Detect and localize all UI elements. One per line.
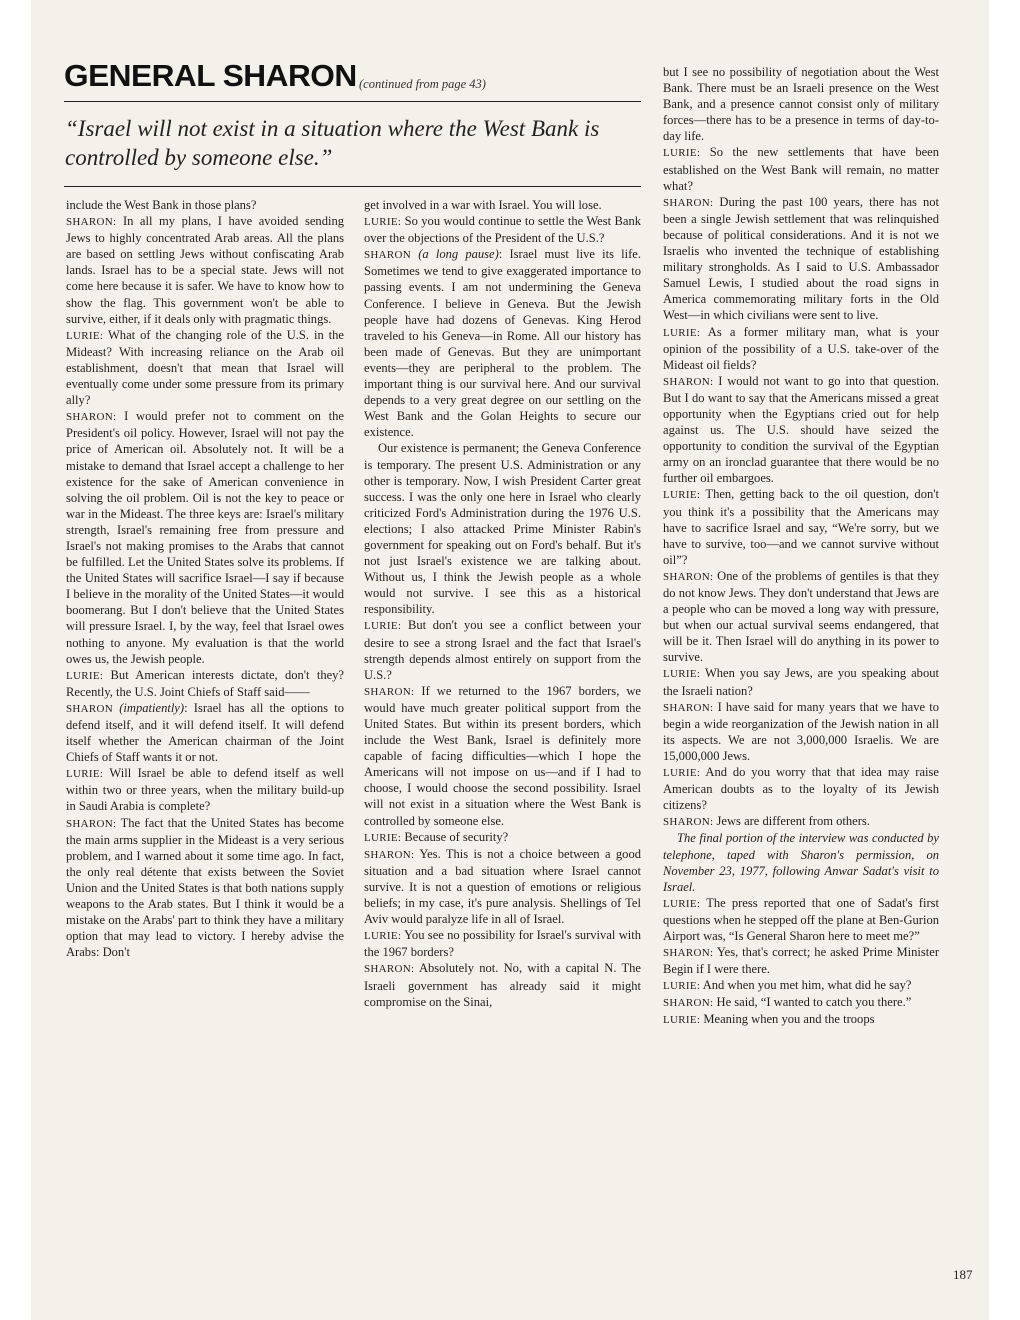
speaker-label: LURIE: — [663, 668, 701, 681]
speaker-label: SHARON: — [663, 196, 714, 209]
paragraph — [663, 830, 939, 894]
speaker-label: SHARON: — [364, 963, 415, 976]
paragraph — [663, 665, 939, 698]
paragraph — [66, 327, 344, 408]
speaker-label: LURIE: — [663, 1014, 701, 1027]
paragraph-text: In all my plans, I have avoided sending Jews to highly concentrated Arab areas. All the plans are based on settling Jews without confiscating Arab lands. Israel has to be a special state. Jews will not come here because it is safer. We have to know how to show the flag. This government won't be able to survive, either, if it deals only with pragmatic things. — [66, 214, 344, 326]
paragraph — [663, 895, 939, 944]
speaker-label: SHARON: — [663, 375, 714, 388]
paragraph-text: Meaning when you and the troops — [703, 1012, 875, 1027]
paragraph — [364, 683, 641, 829]
speaker-label: LURIE: — [663, 897, 701, 910]
paragraph-text: but I see no possibility of negotiation about the West Bank. There must be an Israeli presence on the West Bank, and a presence cannot consist only of military forces—there has to be a presence in terms of day-to-day life. — [663, 65, 939, 144]
speaker-label: LURIE: — [364, 831, 402, 844]
speaker-label: SHARON: — [66, 411, 117, 424]
text-column-2 — [364, 197, 641, 1010]
paragraph-text: The final portion of the interview was conducted by telephone, taped with Sharon's permission, on November 23, 1977, following Anwar Sadat's visit to Israel. — [663, 831, 939, 894]
paragraph — [66, 408, 344, 667]
header-rule — [64, 101, 641, 102]
paragraph — [364, 846, 641, 927]
paragraph — [663, 699, 939, 764]
paragraph — [66, 213, 344, 327]
article-header — [64, 58, 660, 100]
speaker-label: SHARON: — [66, 216, 117, 229]
speaker-label: SHARON — [66, 702, 114, 715]
paragraph — [364, 246, 641, 440]
paragraph-text: But don't you see a conflict between your desire to see a strong Israel and the fact that Israel's strength depends almost entirely on support from the U.S.? — [364, 618, 642, 682]
text-column-3 — [663, 64, 939, 1029]
paragraph-text: During the past 100 years, there has not been a single Jewish settlement that was relinquished because of political considerations. And it is not we Israelis who invented the technique of establishing military strongholds. As I said to U.S. Ambassador Samuel Lewis, I studied about the road signs in America commemorating military forts in the Old West—in which civilians were sent to live. — [663, 194, 939, 323]
speaker-label: SHARON: — [364, 685, 415, 698]
speaker-label: LURIE: — [364, 930, 402, 943]
speaker-label: LURIE: — [364, 620, 402, 633]
speaker-label: LURIE: — [663, 980, 701, 993]
paragraph — [364, 829, 641, 846]
paragraph-text: So you would continue to settle the West Bank over the objections of the President of the U.S.? — [364, 214, 641, 246]
speaker-label: LURIE: — [66, 768, 104, 781]
paragraph-text: I would not want to go into that question. But I do want to say that the Americans missed a great opportunity when the Egyptians cried out for help against us. The U.S. should have seized the opportunity to condition the survival of the Egyptian army on an ironclad guarantee that there would be no further oil embargoes. — [663, 373, 940, 486]
paragraph-text: Will Israel be able to defend itself as well within two or three years, when the military build-up in Saudi Arabia is complete? — [66, 766, 344, 814]
paragraph — [663, 764, 939, 813]
stage-direction: (a long pause) — [418, 247, 499, 262]
paragraph-text: : Israel has all the options to defend itself, and it will defend itself. It will defend itself whether the American chairman of the Joint Chiefs of Staff wants it or not. — [66, 700, 344, 765]
speaker-label: SHARON: — [663, 816, 714, 829]
paragraph-text: As a former military man, what is your opinion of the possibility of a U.S. take-over of the Mideast oil fields? — [663, 324, 940, 372]
paragraph-text: He said, “I wanted to catch you there.” — [716, 995, 912, 1010]
speaker-label: SHARON: — [663, 997, 714, 1010]
page-number: 187 — [953, 1267, 973, 1282]
paragraph — [663, 194, 939, 324]
paragraph-text: One of the problems of gentiles is that they do not know Jews. They don't understand that Jews are a people who can be moved a long way with pressure, but when our actual survival seems endangered, that will be it. Then Israel will do anything in its power to survive. — [663, 568, 940, 665]
paragraph-text: But American interests dictate, don't they? Recently, the U.S. Joint Chiefs of Staff said—— — [66, 667, 344, 699]
speaker-label: LURIE: — [663, 326, 701, 339]
speaker-label: SHARON: — [66, 817, 117, 830]
paragraph-text: Jews are different from others. — [716, 814, 870, 829]
paragraph-text: And when you met him, what did he say? — [702, 978, 912, 993]
paragraph-text: When you say Jews, are you speaking about the Israeli nation? — [663, 666, 939, 698]
speaker-label: LURIE: — [66, 329, 104, 342]
paragraph-text: You see no possibility for Israel's survival with the 1967 borders? — [364, 928, 642, 960]
paragraph-text: If we returned to the 1967 borders, we would have much greater political support from the United States. But within its present borders, which include the West Bank, Israel is definitely more capable of facing difficulties—which I hope the Americans will not impose on us—and if I had to choose, I would choose the second possibility. Israel will not exist in a situation where the West Bank is controlled by someone else. — [364, 683, 641, 828]
paragraph-text: Yes, that's correct; he asked Prime Minister Begin if I were there. — [663, 945, 939, 977]
paragraph-text: : Israel must live its life. Sometimes we tend to give exaggerated importance to passing events. I am not undermining the Geneva Conference. I believe in Geneva. But the Jewish people have had dozens of Genevas. King Herod traveled to his Geneva—in Rome. All our history has been made of Genevas. But they are unimportant events—they are peripheral to the problem. The important thing is our survival here. And our survival depends to a very great degree on our settling on the West Bank and the Golan Heights to secure our existence. — [364, 247, 641, 440]
paragraph-text: Then, getting back to the oil question, don't you think it's a possibility that the Americans may have to sacrifice Israel and say, “We're sorry, but we have to survive, too—and we cannot survive without oil”? — [663, 487, 939, 567]
paragraph — [663, 944, 939, 977]
paragraph-text: I have said for many years that we have to begin a wide reorganization of the Jewish nation in all its aspects. We are not 3,000,000 Israelis. We are 15,000,000 Jews. — [663, 699, 939, 763]
paragraph — [663, 373, 939, 487]
paragraph-text: And do you worry that that idea may raise American doubts as to the loyalty of its Jewish citizens? — [663, 765, 939, 813]
stage-direction: (impatiently) — [119, 700, 185, 715]
paragraph — [66, 197, 344, 213]
speaker-label: LURIE: — [663, 147, 701, 160]
magazine-page — [31, 0, 989, 1320]
speaker-label: SHARON: — [364, 848, 415, 861]
paragraph — [364, 440, 641, 617]
paragraph — [663, 1011, 939, 1028]
paragraph — [66, 815, 344, 961]
speaker-label: LURIE: — [663, 767, 701, 780]
paragraph-text: get involved in a war with Israel. You will lose. — [364, 198, 602, 212]
speaker-label: LURIE: — [663, 489, 701, 502]
paragraph — [364, 960, 641, 1009]
paragraph-text: I would prefer not to comment on the President's oil policy. However, Israel will not pay the price of American oil. Absolutely not. It will be a mistake to demand that Israel accept a challenge to her existence for the sake of American convenience in solving the oil problem. Oil is not the key to peace or war in the Mideast. The three keys are: Israel's military strength, Israel's remaining free from pressure and Israel's not making promises to the Arabs that cannot be fulfilled. Let the United States solve its problems. If the United States will sacrifice Israel—I say if because I believe in the morality of the United States—it would boomerang. But I don't believe that the United States will pressure Israel. I, by the way, feel that Israel owes nothing to anyone. My evaluation is that the world owes us, the Jewish people. — [66, 409, 344, 666]
paragraph-text: Because of security? — [404, 829, 509, 844]
paragraph — [663, 64, 939, 144]
paragraph-text: The fact that the United States has become the main arms supplier in the Mideast is a very serious problem, and I warned about it some time ago. In fact, the only real détente that exists between the Soviet Union and the United States is that both nations supply weapons to the Arab states. But I think it would be a mistake on the Arabs' part to think they have a military option that may lead to victory. I hereby advise the Arabs: Don't — [66, 815, 344, 960]
paragraph — [66, 667, 344, 700]
speaker-label: SHARON: — [663, 570, 714, 583]
paragraph — [364, 927, 641, 960]
speaker-label: LURIE: — [66, 669, 104, 682]
paragraph — [663, 994, 939, 1011]
pull-quote: “Israel will not exist in a situation where the West Bank is controlled by someone else.” — [65, 116, 600, 170]
paragraph — [663, 144, 939, 193]
paragraph-text: So the new settlements that have been established on the West Bank will remain, no matter what? — [663, 145, 940, 193]
paragraph — [66, 700, 344, 765]
continued-note: (continued from page 43) — [359, 77, 486, 91]
paragraph-text: The press reported that one of Sadat's first questions when he stepped off the plane at Ben-Gurion Airport was, “Is General Sharon here to meet me?” — [663, 895, 939, 943]
text-column-1 — [66, 197, 344, 960]
paragraph-text: Yes. This is not a choice between a good situation and a bad situation where Israel cannot survive. It is not a question of emotions or religious beliefs; in my case, it's pure analysis. Shellings of Tel Aviv would paralyze life in all of Israel. — [364, 846, 641, 927]
paragraph — [66, 765, 344, 814]
paragraph — [663, 324, 939, 373]
paragraph — [364, 197, 641, 213]
speaker-label: SHARON: — [663, 947, 714, 960]
pull-quote-rule — [64, 186, 641, 187]
article-title: GENERAL SHARON — [64, 58, 357, 93]
paragraph — [663, 813, 939, 830]
paragraph — [663, 568, 939, 666]
paragraph-text: include the West Bank in those plans? — [66, 198, 257, 212]
speaker-label: SHARON — [364, 249, 412, 262]
paragraph-text: Our existence is permanent; the Geneva Conference is temporary. The present U.S. Administration or any other is temporary. Now, I wish President Carter great success. I was the only one here in Israel who clearly criticized Ford's Administration during the 1976 U.S. elections; I also attacked Prime Minister Rabin's government for speaking out on Ford's behalf. But it's not just Israel's existence we are talking about. Without us, I think the Jewish people as a whole would not survive. I see this as a historical responsibility. — [364, 441, 641, 617]
paragraph — [364, 617, 641, 682]
paragraph-text: Absolutely not. No, with a capital N. The Israeli government has already said it might compromise on the Sinai, — [364, 961, 642, 1009]
paragraph — [364, 213, 641, 246]
speaker-label: SHARON: — [663, 701, 714, 714]
paragraph — [663, 977, 939, 994]
paragraph — [663, 486, 939, 567]
paragraph-text: What of the changing role of the U.S. in the Mideast? With increasing reliance on the Arab oil establishment, doesn't that mean that Israel will eventually come under some pressure from its primary ally? — [66, 327, 344, 408]
speaker-label: LURIE: — [364, 216, 402, 229]
